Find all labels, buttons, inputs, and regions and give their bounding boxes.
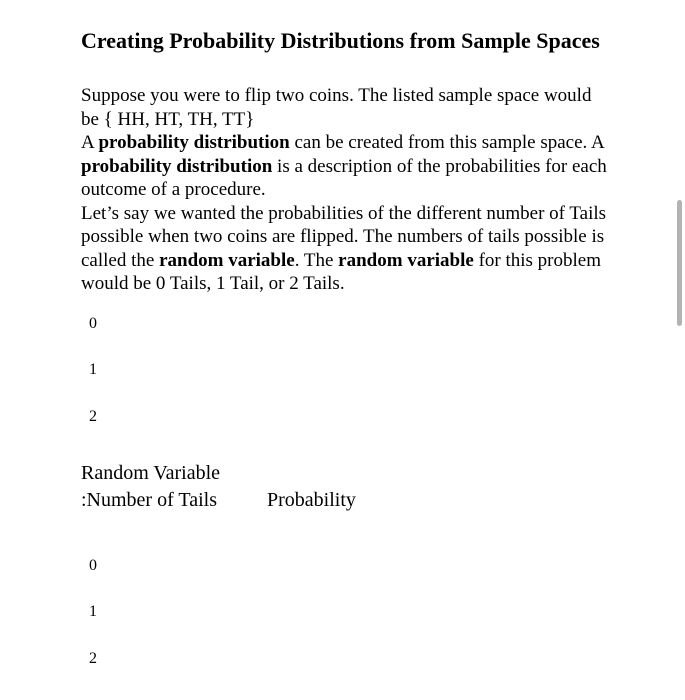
text-run: is a description of the probabilities for each outcome of a procedure. <box>81 155 607 200</box>
list-item-number: 0 <box>89 315 97 332</box>
header-probability: Probability <box>267 489 356 511</box>
table-row: 0 <box>89 557 97 574</box>
text-run: Let’s say we wanted the probabilities of the different number of Tails possible when two coins are flipped. The numbers of tails possible is called the <box>81 202 607 271</box>
table-row: 2 <box>89 650 97 667</box>
bold-term: random variable <box>159 249 295 271</box>
vertical-scrollbar[interactable] <box>677 200 682 326</box>
body-text <box>81 84 611 296</box>
list-item-number: 1 <box>89 361 97 378</box>
table-row: 1 <box>89 603 97 620</box>
bold-term: probability distribution <box>98 132 290 153</box>
list-item-number: 2 <box>89 408 97 425</box>
text-run: . The <box>294 249 339 271</box>
paragraph-random-variable <box>81 202 611 296</box>
header-random-variable <box>81 460 267 514</box>
paragraph-probability-distribution <box>81 131 611 202</box>
bold-term: random variable <box>338 249 474 271</box>
header-rv-line2: :Number of Tails <box>81 489 217 511</box>
text-run: for this problem would be 0 Tails, 1 Tail, or 2 Tails. <box>81 249 601 294</box>
header-rv-line1: Random Variable <box>81 462 221 484</box>
bold-term: probability distribution <box>81 155 273 177</box>
text-run: can be created from this sample space. A <box>289 132 604 153</box>
page-title: Creating Probability Distributions from Sample Spaces <box>81 28 600 53</box>
paragraph-sample-space: Suppose you were to flip two coins. The listed sample space would be { HH, HT, TH, TT} <box>81 85 592 130</box>
table-header <box>81 460 356 514</box>
text-run: A <box>81 132 99 153</box>
